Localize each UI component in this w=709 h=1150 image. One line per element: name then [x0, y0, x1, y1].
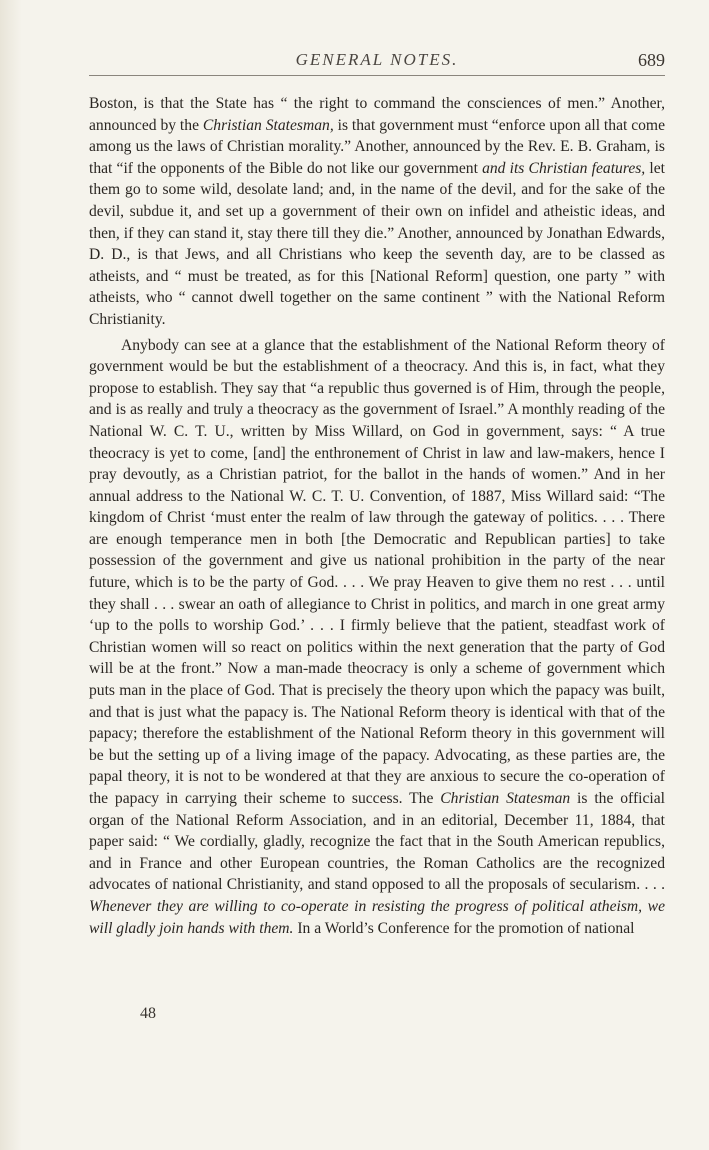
- paragraph-1: [89, 93, 665, 331]
- italic-segment: and its Christian features,: [482, 159, 646, 177]
- text-segment: Anybody can see at a glance that the establishment of the National Reform theory of government would be but the establishment of a theocracy. And this is, in fact, what they propose to establish. They say that “a republic thus governed is of Him, through the people, and is as really and truly a theocracy as the government of Israel.” A monthly reading of the National W. C. T. U., written by Miss Willard, on God in government, says: “ A true theocracy is yet to come, [and] the enthronement of Christ in law and law-makers, hence I pray devoutly, as a Christian patriot, for the ballot in the hands of women.” And in her annual address to the National W. C. T. U. Convention, of 1887, Miss Willard said: “The kingdom of Christ ‘must enter the realm of law through the gateway of politics. . . . There are enough temperance men in both [the Democratic and Republican parties] to take possession of the government and give us national prohibition in the party of the near future, which is to be the party of God. . . . We pray Heaven to give them no rest . . . until they shall . . . swear an oath of allegiance to Christ in politics, and march in one great army ‘up to the polls to worship God.’ . . . I firmly believe that the patient, steadfast work of Christian women will so react on politics within the next generation that the party of God will be at the front.” Now a man-made theocracy is only a scheme of government which puts man in the place of God. That is precisely the theory upon which the papacy was built, and that is just what the papacy is. The National Reform theory is identical with that of the papacy; therefore the establishment of the National Reform theory in this government will be but the setting up of a living image of the papacy. Advocating, as these parties are, the papal theory, it is not to be wondered at that they are anxious to secure the co-operation of the papacy in carrying their scheme to success. The: [89, 336, 665, 807]
- header-rule: [89, 75, 665, 76]
- scan-edge-shadow: [0, 0, 22, 1150]
- italic-segment: Whenever they are willing to co-operate in resisting the progress of political atheism, we will gladly join hands with them.: [89, 897, 665, 937]
- body-text: [89, 93, 665, 939]
- page-header: [89, 50, 665, 74]
- signature-mark: 48: [140, 1005, 156, 1022]
- page-number: 689: [638, 50, 665, 70]
- italic-segment: Christian Statesman,: [202, 116, 334, 134]
- italic-segment: Christian Statesman: [440, 790, 571, 807]
- text-segment: let them go to some wild, desolate land; and, in the name of the devil, and for the sake of the devil, subdue it, and set up a government of their own on infidel and atheistic ideas, and then, if they can stand it, stay there till they die.” Another, announced by Jonathan Edwards, D. D., is that Jews, and all Christians who keep the seventh day, are to be classed as atheists, and “ must be treated, as for this [National Reform] question, one party ” with atheists, who “ cannot dwell together on the same continent ” with the National Reform Christianity.: [89, 159, 665, 328]
- text-segment: Boston, is that the State has “ the right to command the consciences of men.” Another, announced by the: [89, 95, 665, 134]
- text-segment: is the official organ of the National Reform Association, and in an editorial, December 11, 1884, that paper said: “ We cordially, gladly, recognize the fact that in the South American republics, and in France and other European countries, the Roman Catholics are the recognized advocates of national Christianity, and stand opposed to all the proposals of secularism. . . .: [89, 790, 665, 894]
- running-title: GENERAL NOTES.: [295, 50, 459, 69]
- paragraph-2: [89, 335, 665, 940]
- text-segment: is that government must “enforce upon all that come among us the laws of Christian morality.” Another, announced by the Rev. E. B. Graham, is that “if the opponents of the Bible do not like our government: [89, 116, 665, 177]
- text-segment: In a World’s Conference for the promotion of national: [293, 919, 635, 937]
